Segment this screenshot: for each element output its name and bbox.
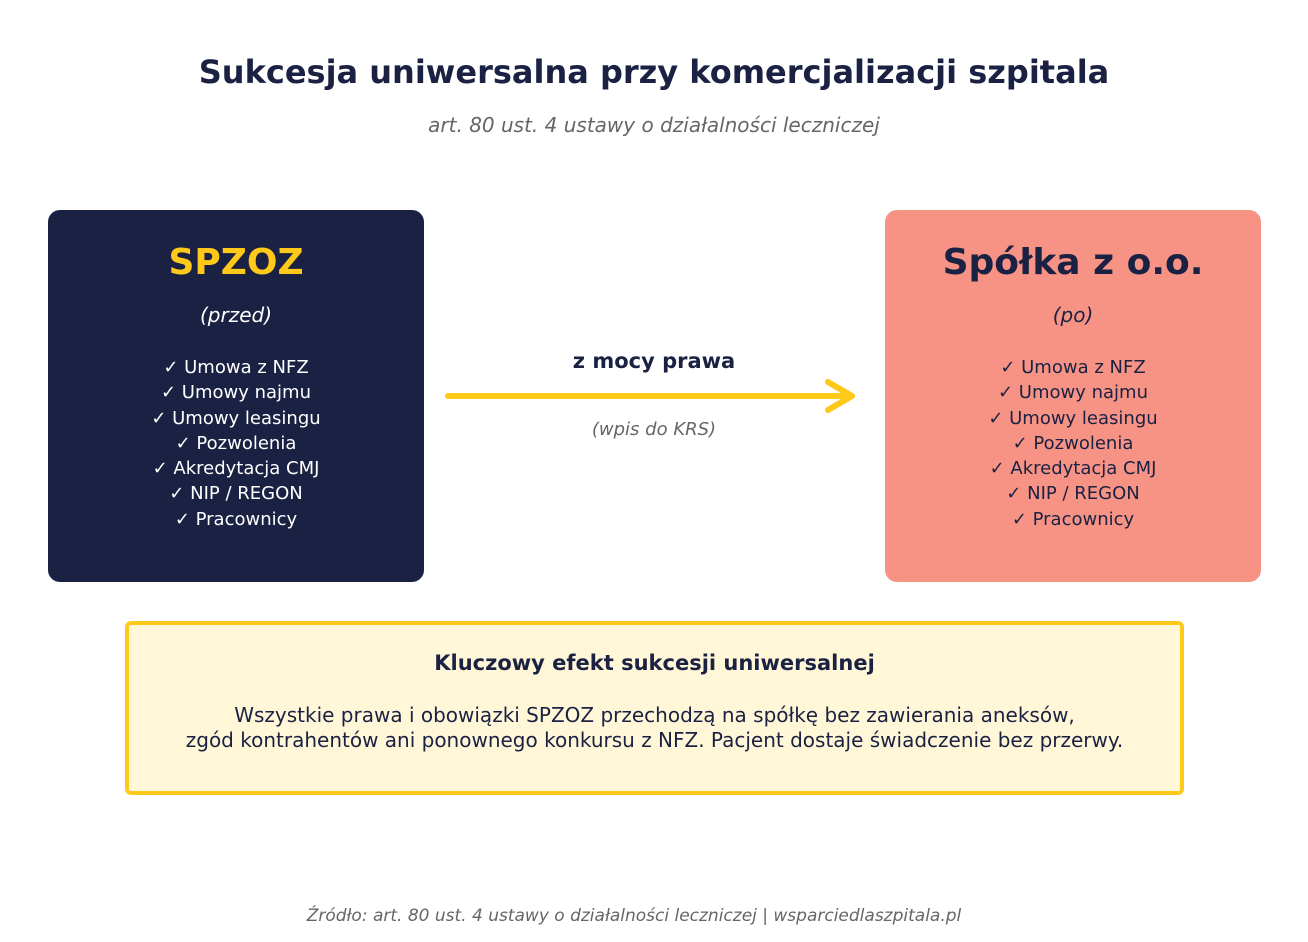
before-item-pracownicy: ✓ Pracownicy	[174, 508, 298, 530]
after-item-pracownicy: ✓ Pracownicy	[1011, 508, 1135, 530]
after-list	[885, 355, 1261, 532]
before-box	[48, 210, 424, 582]
before-item-nfz: ✓ Umowa z NFZ	[163, 357, 309, 378]
before-item-pozwolenia: ✓ Pozwolenia	[175, 432, 297, 454]
key-effect-line-1: Wszystkie prawa i obowiązki SPZOZ przechodzą na spółkę bez zawierania aneksów,	[234, 703, 1075, 727]
source-footer: Źródło: art. 80 ust. 4 ustawy o działalności leczniczej | wsparciedlaszpitala.pl	[306, 906, 962, 926]
arrow-sublabel: (wpis do KRS)	[591, 419, 717, 440]
before-title: SPZOZ	[168, 242, 304, 283]
before-item-najmu: ✓ Umowy najmu	[160, 382, 311, 404]
after-item-najmu: ✓ Umowy najmu	[997, 382, 1148, 404]
diagram-title: Sukcesja uniwersalna przy komercjalizacji szpitala	[198, 53, 1110, 91]
key-effect-text	[129, 703, 1180, 753]
before-item-leasingu: ✓ Umowy leasingu	[151, 407, 321, 429]
before-item-akredytacja: ✓ Akredytacja CMJ	[152, 458, 320, 480]
after-item-nip-regon: ✓ NIP / REGON	[1006, 483, 1140, 505]
after-item-nfz: ✓ Umowa z NFZ	[1000, 357, 1146, 378]
arrow-label: z mocy prawa	[572, 349, 736, 373]
after-subtitle: (po)	[1052, 303, 1094, 327]
after-title: Spółka z o.o.	[942, 242, 1204, 283]
right-arrow-icon	[440, 370, 868, 422]
after-item-akredytacja: ✓ Akredytacja CMJ	[989, 458, 1157, 480]
key-effect-line-2: zgód kontrahentów ani ponownego konkursu z NFZ. Pacjent dostaje świadczenie bez przerwy.	[185, 728, 1124, 752]
diagram-subtitle: art. 80 ust. 4 ustawy o działalności leczniczej	[428, 113, 880, 137]
after-item-leasingu: ✓ Umowy leasingu	[988, 407, 1158, 429]
key-effect-box	[125, 621, 1184, 795]
key-effect-title: Kluczowy efekt sukcesji uniwersalnej	[434, 651, 875, 675]
after-item-pozwolenia: ✓ Pozwolenia	[1012, 432, 1134, 454]
after-box	[885, 210, 1261, 582]
before-list	[48, 355, 424, 532]
before-item-nip-regon: ✓ NIP / REGON	[169, 483, 303, 505]
before-subtitle: (przed)	[199, 303, 273, 327]
